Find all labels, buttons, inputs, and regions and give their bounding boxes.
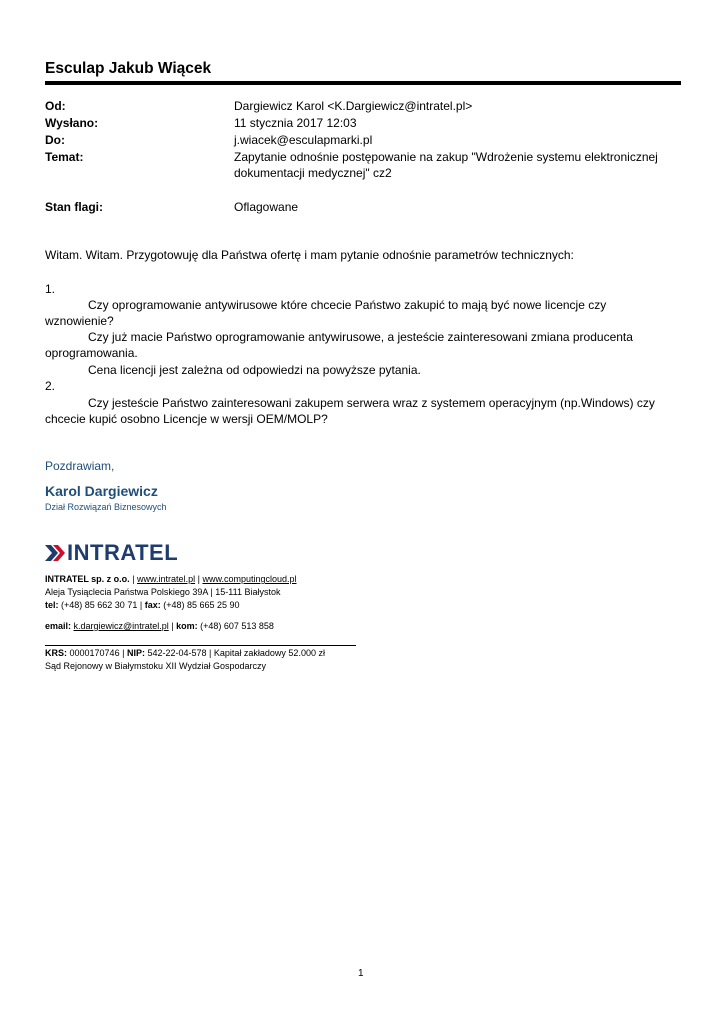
header-label: Temat:: [45, 150, 84, 164]
company-name: INTRATEL sp. z o.o.: [45, 574, 130, 584]
header-value: 11 stycznia 2017 12:03: [234, 116, 357, 130]
list-number: 2.: [45, 379, 56, 393]
signature-divider: [45, 645, 356, 646]
page-number: 1: [358, 968, 364, 979]
body-paragraph: Czy oprogramowanie antywirusowe które chcecie Państwo zakupić to mają być nowe licencje czy wznowienie?: [45, 298, 607, 328]
phone-number: (+48) 85 662 30 71: [61, 600, 138, 610]
header-value: Oflagowane: [234, 200, 299, 214]
email-link[interactable]: k.dargiewicz@intratel.pl: [73, 621, 169, 631]
company-line: INTRATEL sp. z o.o. | www.intratel.pl | www.computingcloud.pl: [45, 574, 297, 584]
header-label: Od:: [45, 99, 66, 113]
header-value: Zapytanie odnośnie postępowanie na zakup "Wdrożenie systemu elektronicznej dokumentacji medycznej" cz2: [234, 150, 658, 180]
header-value: j.wiacek@esculapmarki.pl: [234, 133, 373, 147]
website-link[interactable]: www.computingcloud.pl: [202, 574, 297, 584]
email-line: email: k.dargiewicz@intratel.pl | kom: (+48) 607 513 858: [45, 621, 274, 631]
signature-greeting: Pozdrawiam,: [45, 459, 115, 473]
org-title: Esculap Jakub Wiącek: [45, 60, 212, 77]
body-paragraph: Czy jesteście Państwo zainteresowani zakupem serwera wraz z systemem operacyjnym (np.Windows) czy chcecie kupić osobno Licencje w wersji OEM/MOLP?: [45, 396, 655, 426]
intratel-logo: [45, 541, 178, 565]
body-paragraph: Czy już macie Państwo oprogramowanie antywirusowe, a jesteście zainteresowani zmiana producenta oprogramowania.: [45, 330, 633, 360]
header-label: Wysłano:: [45, 116, 99, 130]
header-divider: [45, 81, 681, 85]
header-value: Dargiewicz Karol <K.Dargiewicz@intratel.pl>: [234, 99, 473, 113]
body-greeting: Witam. Witam. Przygotowuję dla Państwa ofertę i mam pytanie odnośnie parametrów technicznych:: [45, 248, 574, 262]
header-label: Do:: [45, 133, 65, 147]
mobile-number: (+48) 607 513 858: [200, 621, 274, 631]
court-line: Sąd Rejonowy w Białymstoku XII Wydział Gospodarczy: [45, 661, 267, 671]
fax-number: (+48) 85 665 25 90: [163, 600, 240, 610]
header-label: Stan flagi:: [45, 200, 104, 214]
body-paragraph: Cena licencji jest zależna od odpowiedzi na powyższe pytania.: [88, 363, 421, 377]
address-line: Aleja Tysiąclecia Państwa Polskiego 39A | 15-111 Białystok: [45, 587, 281, 597]
website-link[interactable]: www.intratel.pl: [137, 574, 196, 584]
signature-name: Karol Dargiewicz: [45, 483, 158, 499]
phone-line: tel: (+48) 85 662 30 71 | fax: (+48) 85 665 25 90: [45, 600, 240, 610]
registry-line: KRS: 0000170746 | NIP: 542-22-04-578 | Kapitał zakładowy 52.000 zł: [45, 648, 325, 658]
signature-department: Dział Rozwiązań Biznesowych: [45, 502, 167, 512]
intratel-logo-icon: [45, 543, 65, 563]
list-number: 1.: [45, 282, 56, 296]
logo-wordmark: INTRATEL: [67, 540, 179, 565]
